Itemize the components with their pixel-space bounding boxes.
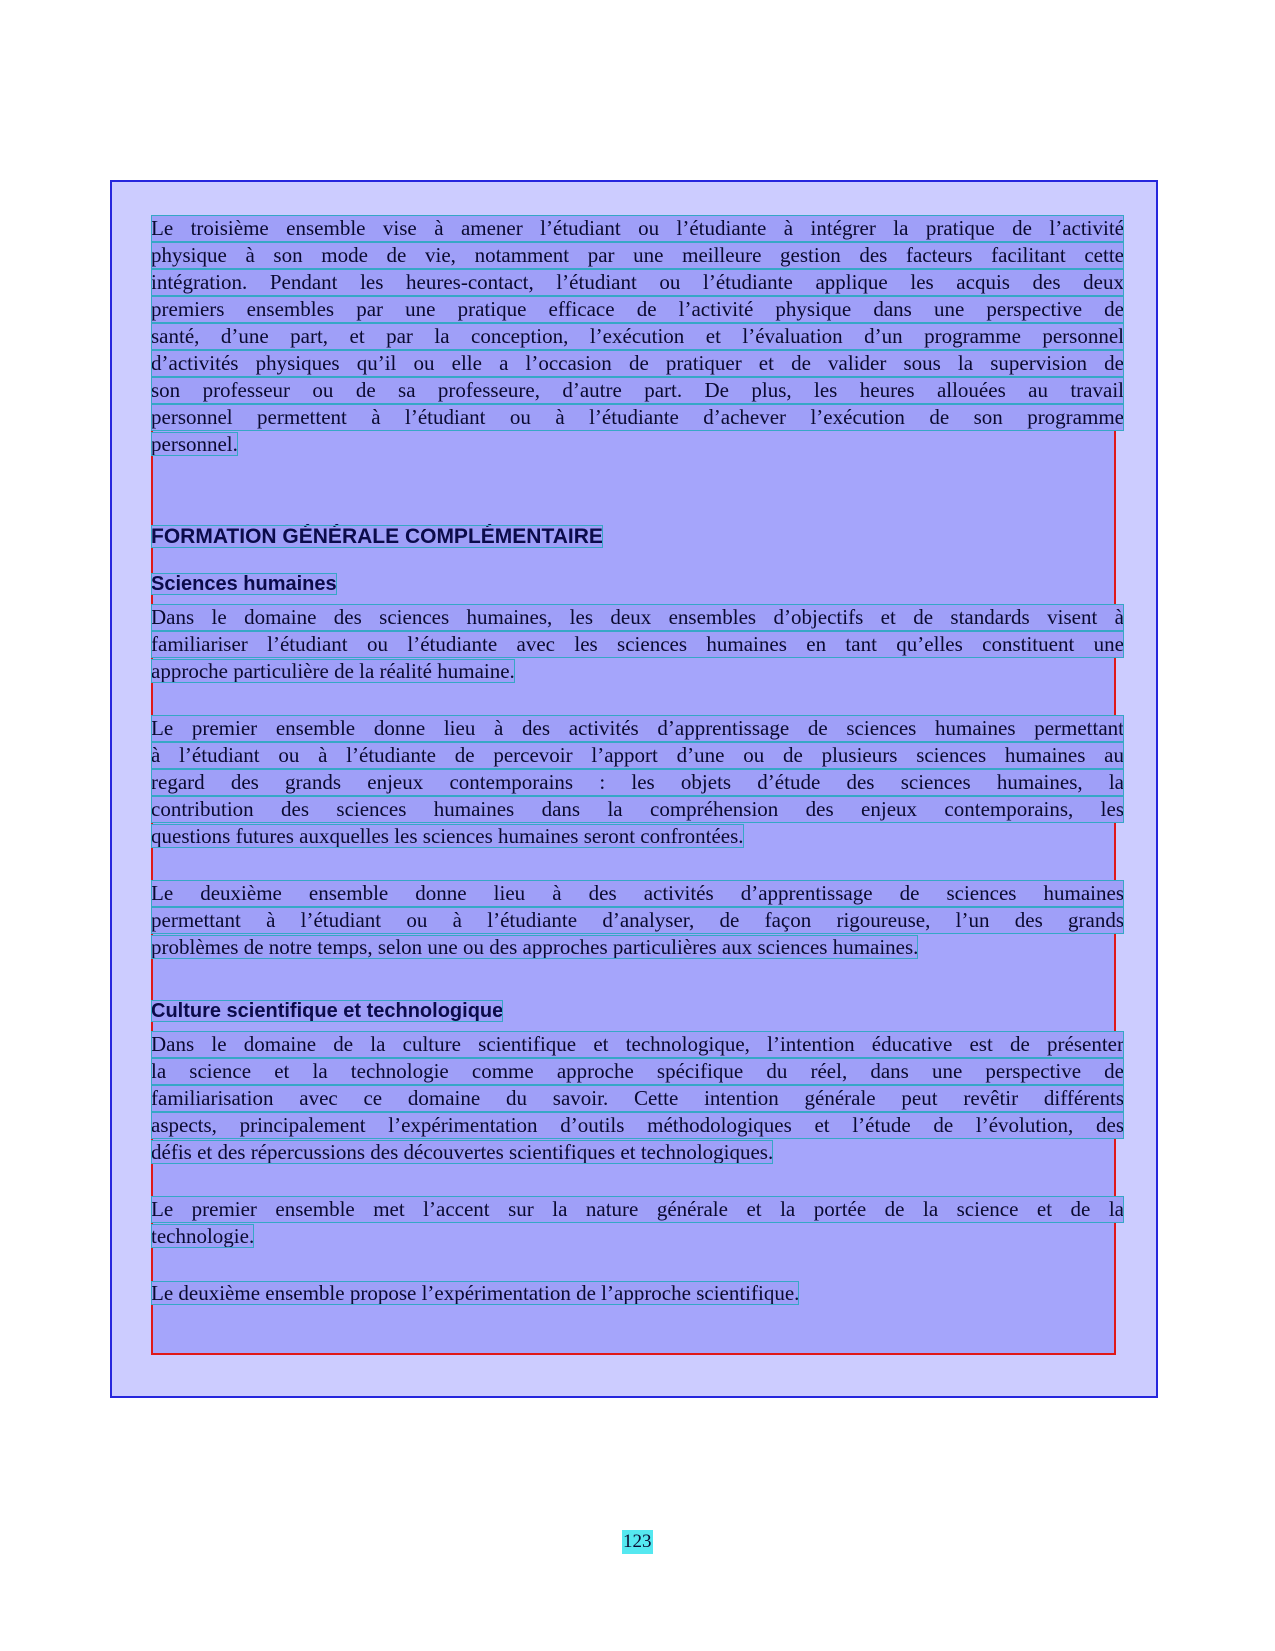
text-line-content: Le premier ensemble donne lieu à des activités d’apprentissage de sciences humaines permettant [151,716,1124,740]
text-line [151,1085,1124,1112]
text-line [151,769,1124,796]
subsection-heading [151,997,1124,1025]
text-line-content: permettant à l’étudiant ou à l’étudiante d’analyser, de façon rigoureuse, l’un des grands [151,908,1124,932]
page-number: 123 [623,1531,652,1552]
text-line-content: premiers ensembles par une pratique efficace de l’activité physique dans une perspective de [151,297,1124,321]
text-line [151,1112,1124,1139]
text-line-content: technologie. [151,1224,255,1248]
text-line [151,604,1124,631]
text-line [151,323,1124,350]
text-line [151,1058,1124,1085]
text-line [151,1223,1124,1250]
text-line-content: Le premier ensemble met l’accent sur la nature générale et la portée de la science et de la [151,1197,1124,1221]
text-line-content: santé, d’une part, et par la conception, l’exécution et l’évaluation d’un programme personnel [151,324,1124,348]
text-line [151,823,1124,850]
paragraph [151,1031,1124,1166]
text-line-content: d’activités physiques qu’il ou elle a l’occasion de pratiquer et de valider sous la supervision de [151,351,1124,375]
text-line [151,1031,1124,1058]
text-line [151,934,1124,961]
text-line-content: intégration. Pendant les heures-contact, l’étudiant ou l’étudiante applique les acquis des deux [151,270,1124,294]
text-line-content: à l’étudiant ou à l’étudiante de percevoir l’apport d’une ou de plusieurs sciences humaines au [151,743,1124,767]
text-line [151,742,1124,769]
text-line [151,1139,1124,1166]
paragraph-gap [151,850,1124,880]
text-line [151,880,1124,907]
section-heading [151,522,1124,552]
paragraph [151,715,1124,850]
text-line [151,269,1124,296]
text-line-content: physique à son mode de vie, notamment par une meilleure gestion des facteurs facilitant cette [151,243,1124,267]
text-line [151,1280,1124,1307]
text-line-content: Le troisième ensemble vise à amener l’étudiant ou l’étudiante à intégrer la pratique de l’activité [151,216,1124,240]
text-line-content: questions futures auxquelles les sciences humaines seront confrontées. [151,824,744,848]
text-line-content: contribution des sciences humaines dans la compréhension des enjeux contemporains, les [151,797,1124,821]
text-line [151,377,1124,404]
text-line-content: familiarisation avec ce domaine du savoir. Cette intention générale peut revêtir différents [151,1086,1124,1110]
paragraph [151,1280,1124,1307]
text-line [151,658,1124,685]
paragraph [151,1196,1124,1250]
text-line-content: Dans le domaine de la culture scientifique et technologique, l’intention éducative est de présenter [151,1032,1124,1056]
text-line-content: aspects, principalement l’expérimentation d’outils méthodologiques et l’étude de l’évolution, des [151,1113,1124,1137]
paragraph [151,880,1124,961]
text-line-content: approche particulière de la réalité humaine. [151,659,515,683]
text-line [151,242,1124,269]
text-line-content: personnel. [151,432,238,456]
paragraph [151,215,1124,458]
paragraph [151,604,1124,685]
text-line-content: son professeur ou de sa professeure, d’autre part. De plus, les heures allouées au travail [151,378,1124,402]
text-line-content: familiariser l’étudiant ou l’étudiante avec les sciences humaines en tant qu’elles constituent une [151,632,1124,656]
text-line [151,796,1124,823]
heading-text: Culture scientifique et technologique [151,1000,504,1022]
text-line [151,631,1124,658]
text-line [151,404,1124,431]
text-line-content: regard des grands enjeux contemporains : les objets d’étude des sciences humaines, la [151,770,1124,794]
text-line [151,715,1124,742]
heading-text: Sciences humaines [151,573,337,595]
text-line-content: Dans le domaine des sciences humaines, les deux ensembles d’objectifs et de standards visent à [151,605,1124,629]
text-line-content: la science et la technologie comme approche spécifique du réel, dans une perspective de [151,1059,1124,1083]
paragraph-gap [151,1250,1124,1280]
text-line [151,907,1124,934]
paragraph-gap [151,1166,1124,1196]
text-line [151,350,1124,377]
paragraph-gap [151,685,1124,715]
heading-text: FORMATION GÉNÉRALE COMPLÉMENTAIRE [151,525,603,548]
text-line [151,1196,1124,1223]
text-line-content: Le deuxième ensemble donne lieu à des activités d’apprentissage de sciences humaines [151,881,1124,905]
text-line-content: problèmes de notre temps, selon une ou des approches particulières aux sciences humaines. [151,935,919,959]
document-body [151,215,1124,1307]
text-line-content: personnel permettent à l’étudiant ou à l’étudiante d’achever l’exécution de son programme [151,405,1124,429]
text-line-content: défis et des répercussions des découvertes scientifiques et technologiques. [151,1140,774,1164]
text-line [151,431,1124,458]
text-line-content: Le deuxième ensemble propose l’expérimentation de l’approche scientifique. [151,1281,800,1305]
subsection-heading [151,570,1124,598]
text-line [151,215,1124,242]
text-line [151,296,1124,323]
